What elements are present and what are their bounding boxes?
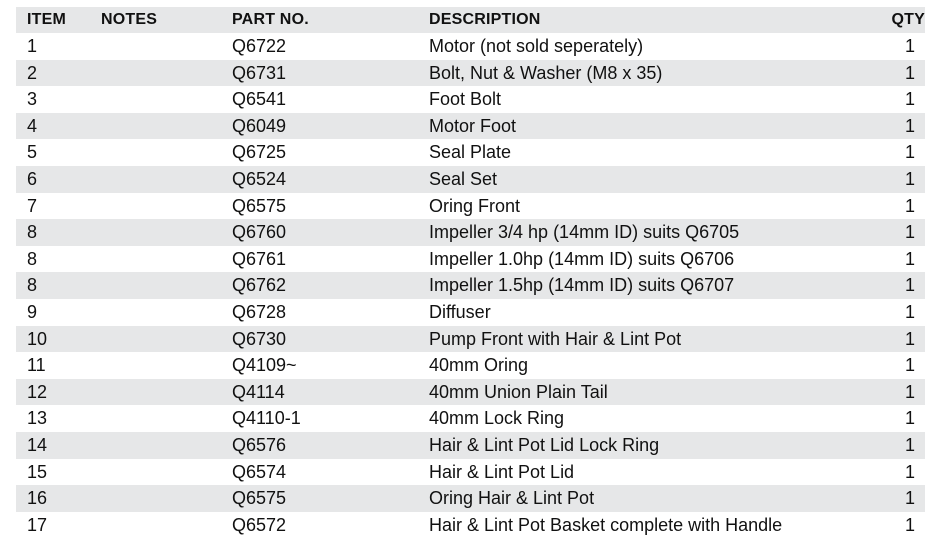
part-no-cell: Q6731 xyxy=(232,62,287,83)
qty-cell: 1 xyxy=(904,355,915,376)
table-row xyxy=(16,139,925,166)
table-row xyxy=(16,379,925,406)
table-row xyxy=(16,352,925,379)
qty-cell: 1 xyxy=(904,275,915,296)
part-no-cell: Q6761 xyxy=(232,248,287,269)
table-row xyxy=(16,326,925,353)
qty-cell: 1 xyxy=(904,381,915,402)
table-row xyxy=(16,485,925,512)
part-no-cell: Q6524 xyxy=(232,168,287,189)
item-cell: 14 xyxy=(27,434,48,455)
part-no-cell: Q6575 xyxy=(232,195,287,216)
description-cell: Hair & Lint Pot Lid xyxy=(429,461,575,482)
header-qty: QTY xyxy=(891,11,925,28)
description-cell: Impeller 3/4 hp (14mm ID) suits Q6705 xyxy=(429,222,740,243)
header-item: ITEM xyxy=(27,11,67,28)
part-no-cell: Q6760 xyxy=(232,222,287,243)
qty-cell: 1 xyxy=(904,195,915,216)
item-cell: 8 xyxy=(27,248,38,269)
item-cell: 8 xyxy=(27,222,38,243)
item-cell: 13 xyxy=(27,408,48,429)
part-no-cell: Q6049 xyxy=(232,115,287,136)
description-cell: Oring Front xyxy=(429,195,521,216)
qty-cell: 1 xyxy=(904,89,915,110)
item-cell: 10 xyxy=(27,328,48,349)
description-cell: 40mm Lock Ring xyxy=(429,408,565,429)
part-no-cell: Q6722 xyxy=(232,36,287,56)
qty-cell: 1 xyxy=(904,408,915,429)
table-header xyxy=(16,7,925,33)
description-cell: Hair & Lint Pot Lid Lock Ring xyxy=(429,434,660,455)
part-no-cell: Q4114 xyxy=(232,381,285,402)
table-row xyxy=(16,405,925,432)
qty-cell: 1 xyxy=(904,328,915,349)
description-cell: Hair & Lint Pot Basket complete with Handle xyxy=(429,514,783,535)
item-cell: 15 xyxy=(27,461,48,482)
description-cell: Oring Hair & Lint Pot xyxy=(429,488,595,509)
item-cell: 17 xyxy=(27,514,48,535)
part-no-cell: Q4109~ xyxy=(232,355,297,376)
description-cell: Seal Plate xyxy=(429,142,512,163)
description-cell: Seal Set xyxy=(429,168,498,189)
table-row xyxy=(16,219,925,246)
qty-cell: 1 xyxy=(904,222,915,243)
qty-cell: 1 xyxy=(904,62,915,83)
table-row xyxy=(16,86,925,113)
description-cell: Impeller 1.5hp (14mm ID) suits Q6707 xyxy=(429,275,735,296)
item-cell: 8 xyxy=(27,275,38,296)
table-row xyxy=(16,60,925,87)
table-row xyxy=(16,432,925,459)
item-cell: 12 xyxy=(27,381,48,402)
part-no-cell: Q6725 xyxy=(232,142,287,163)
header-notes: NOTES xyxy=(101,11,158,28)
part-no-cell: Q6574 xyxy=(232,461,287,482)
qty-cell: 1 xyxy=(904,248,915,269)
part-no-cell: Q6572 xyxy=(232,514,287,535)
description-cell: Bolt, Nut & Washer (M8 x 35) xyxy=(429,62,663,83)
qty-cell: 1 xyxy=(904,301,915,322)
item-cell: 16 xyxy=(27,488,48,509)
description-cell: Impeller 1.0hp (14mm ID) suits Q6706 xyxy=(429,248,735,269)
table-row xyxy=(16,113,925,140)
qty-cell: 1 xyxy=(904,168,915,189)
item-cell: 2 xyxy=(27,62,38,83)
item-cell: 11 xyxy=(27,355,46,376)
part-no-cell: Q6576 xyxy=(232,434,287,455)
table-row xyxy=(16,33,925,60)
table-row xyxy=(16,166,925,193)
item-cell: 3 xyxy=(27,89,38,110)
part-no-cell: Q4110-1 xyxy=(232,408,301,429)
description-cell: Diffuser xyxy=(429,301,491,322)
description-cell: Pump Front with Hair & Lint Pot xyxy=(429,328,682,349)
header-part-no: PART NO. xyxy=(232,11,309,28)
qty-cell: 1 xyxy=(904,142,915,163)
table-row xyxy=(16,512,925,539)
header-description: DESCRIPTION xyxy=(429,11,541,28)
qty-cell: 1 xyxy=(904,514,915,535)
parts-table xyxy=(16,7,925,538)
part-no-cell: Q6575 xyxy=(232,488,287,509)
table-row xyxy=(16,459,925,486)
description-cell: Motor (not sold seperately) xyxy=(429,36,644,56)
part-no-cell: Q6728 xyxy=(232,301,287,322)
description-cell: Foot Bolt xyxy=(429,89,502,110)
table-body xyxy=(16,33,925,538)
item-cell: 5 xyxy=(27,142,38,163)
description-cell: Motor Foot xyxy=(429,115,517,136)
qty-cell: 1 xyxy=(904,115,915,136)
qty-cell: 1 xyxy=(904,488,915,509)
description-cell: 40mm Union Plain Tail xyxy=(429,381,608,402)
part-no-cell: Q6762 xyxy=(232,275,287,296)
table-row xyxy=(16,193,925,220)
description-cell: 40mm Oring xyxy=(429,355,529,376)
qty-cell: 1 xyxy=(904,434,915,455)
item-cell: 6 xyxy=(27,168,38,189)
qty-cell: 1 xyxy=(904,461,915,482)
table-row xyxy=(16,272,925,299)
qty-cell: 1 xyxy=(904,36,915,56)
item-cell: 9 xyxy=(27,301,38,322)
item-cell: 7 xyxy=(27,195,38,216)
part-no-cell: Q6541 xyxy=(232,89,287,110)
item-cell: 4 xyxy=(27,115,38,136)
table-row xyxy=(16,299,925,326)
table-row xyxy=(16,246,925,273)
item-cell: 1 xyxy=(27,36,38,56)
part-no-cell: Q6730 xyxy=(232,328,287,349)
